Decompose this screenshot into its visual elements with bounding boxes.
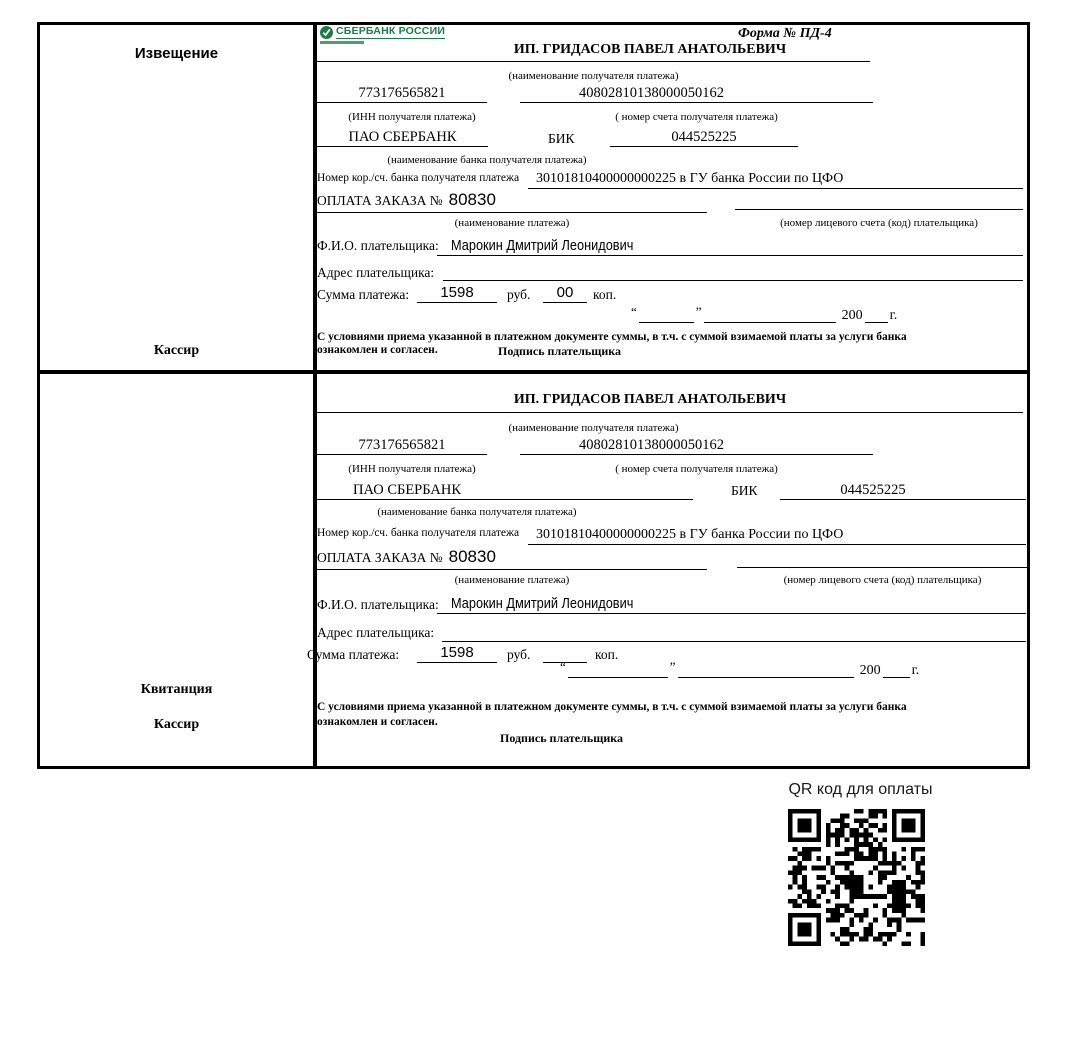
- order-number-value: 80830: [448, 190, 496, 209]
- inn-field: 773176565821: [317, 85, 487, 103]
- date-month-line: [704, 307, 836, 323]
- date-row: [631, 302, 897, 323]
- inn-hint: (ИНН получателя платежа): [348, 111, 476, 123]
- side-label-kassir-1: Кассир: [153, 343, 200, 358]
- bik-field: 044525225: [610, 126, 798, 147]
- address-label: Адрес плательщика:: [317, 625, 435, 640]
- date-day-line: [568, 662, 668, 678]
- agreement-line1: С условиями приема указанной в платежном документе суммы, в т.ч. с суммой взимаемой платы за услуги банка: [317, 701, 907, 713]
- payment-name-hint: (наименование платежа): [454, 574, 570, 586]
- bank-name-field: ПАО СБЕРБАНК: [317, 479, 693, 500]
- account-hint: ( номер счета получателя платежа): [615, 111, 778, 123]
- quote-close: ”: [669, 659, 676, 674]
- sum-label: Сумма платежа:: [307, 647, 400, 662]
- year-suffix: г.: [889, 308, 898, 323]
- order-number-value: 80830: [448, 547, 496, 566]
- sum-label: Сумма платежа:: [317, 287, 410, 302]
- bik-label: БИК: [548, 131, 575, 146]
- year-suffix: г.: [911, 663, 920, 678]
- sum-rub-field: 1598: [417, 283, 497, 303]
- year-prefix: 200: [841, 308, 863, 323]
- rub-label: руб.: [507, 287, 531, 302]
- fio-field: [437, 234, 1023, 256]
- bik-label: БИК: [731, 483, 758, 498]
- year-line: [865, 307, 888, 323]
- side-label-kassir-2: Кассир: [153, 717, 200, 732]
- side-label-izveshchenie: Извещение: [134, 45, 219, 62]
- kop-label: коп.: [593, 287, 617, 302]
- year-prefix: 200: [859, 663, 881, 678]
- bank-name-hint: (наименование банка получателя платежа): [387, 154, 587, 166]
- section-kvitantsiya: [40, 374, 1027, 766]
- form-number-title: Форма № ПД-4: [738, 26, 832, 41]
- bank-name-hint: (наименование банка получателя платежа): [377, 506, 577, 518]
- fio-value: Марокин Дмитрий Леонидович: [451, 595, 634, 613]
- sum-rub-field: 1598: [417, 643, 497, 663]
- pd4-form: [37, 22, 1030, 769]
- address-field: [443, 261, 1023, 281]
- corr-account-label: Номер кор./сч. банка получателя платежа: [317, 527, 520, 539]
- payment-name-label: ОПЛАТА ЗАКАЗА №: [317, 550, 443, 565]
- year-line: [883, 662, 910, 678]
- sum-kop-field: 00: [543, 283, 587, 303]
- personal-account-line: [737, 548, 1028, 568]
- date-row: [560, 657, 919, 678]
- address-field: [442, 621, 1026, 642]
- rub-label: руб.: [507, 647, 531, 662]
- fio-label: Ф.И.О. плательщика:: [317, 597, 439, 612]
- signature-label: Подпись плательщика: [498, 344, 621, 358]
- bank-name-field: ПАО СБЕРБАНК: [317, 126, 488, 147]
- corr-account-label: Номер кор./сч. банка получателя платежа: [317, 172, 520, 184]
- personal-account-hint: (номер лицевого счета (код) плательщика): [783, 574, 982, 586]
- qr-caption: QR код для оплаты: [788, 781, 933, 798]
- side-label-kvitantsiya: Квитанция: [140, 682, 213, 697]
- bik-field: [780, 479, 1026, 500]
- inn-field: 773176565821: [317, 437, 487, 455]
- fio-label: Ф.И.О. плательщика:: [317, 238, 439, 253]
- account-value: 40802810138000050162: [579, 436, 724, 453]
- fio-value: Марокин Дмитрий Леонидович: [451, 237, 634, 255]
- personal-account-hint: (номер лицевого счета (код) плательщика): [780, 217, 978, 229]
- date-day-line: [639, 307, 694, 323]
- fio-field: [437, 593, 1026, 614]
- quote-open: “: [560, 659, 566, 674]
- personal-account-line: [735, 190, 1023, 210]
- payee-name-hint: (наименование получателя платежа): [508, 70, 679, 82]
- corr-account-field: 30101810400000000225 в ГУ банка России по ЦФО: [528, 169, 1023, 189]
- payment-name-field: [317, 549, 707, 570]
- date-month-line: [678, 662, 854, 678]
- qr-code: [788, 809, 925, 946]
- account-hint: ( номер счета получателя платежа): [615, 463, 778, 475]
- agreement-line2: ознакомлен и согласен.: [317, 344, 438, 356]
- account-field: [520, 85, 873, 103]
- signature-label: Подпись плательщика: [500, 731, 623, 745]
- account-value: 40802810138000050162: [579, 84, 724, 101]
- account-field: [520, 437, 873, 455]
- payment-name-hint: (наименование платежа): [454, 217, 570, 229]
- inn-hint: (ИНН получателя платежа): [348, 463, 476, 475]
- payee-name: ИП. ГРИДАСОВ ПАВЕЛ АНАТОЛЬЕВИЧ: [513, 42, 787, 57]
- section-izveshchenie: [40, 25, 1027, 370]
- payment-name-field: [317, 192, 707, 213]
- address-label: Адрес плательщика:: [317, 265, 435, 280]
- bik-value: 044525225: [840, 481, 906, 498]
- sberbank-logo-text: СБЕРБАНК РОССИИ: [336, 25, 446, 37]
- payee-name: ИП. ГРИДАСОВ ПАВЕЛ АНАТОЛЬЕВИЧ: [513, 392, 787, 407]
- kop-label: коп.: [595, 647, 619, 662]
- payment-name-label: ОПЛАТА ЗАКАЗА №: [317, 193, 443, 208]
- sberbank-circle-icon: [320, 26, 333, 39]
- corr-account-field: 30101810400000000225 в ГУ банка России по ЦФО: [528, 524, 1026, 545]
- quote-close: ”: [695, 304, 702, 319]
- agreement-line2: ознакомлен и согласен.: [317, 716, 438, 728]
- agreement-line1: С условиями приема указанной в платежном документе суммы, в т.ч. с суммой взимаемой платы за услуги банка: [317, 331, 907, 343]
- payee-name-hint: (наименование получателя платежа): [508, 422, 679, 434]
- quote-open: “: [631, 304, 637, 319]
